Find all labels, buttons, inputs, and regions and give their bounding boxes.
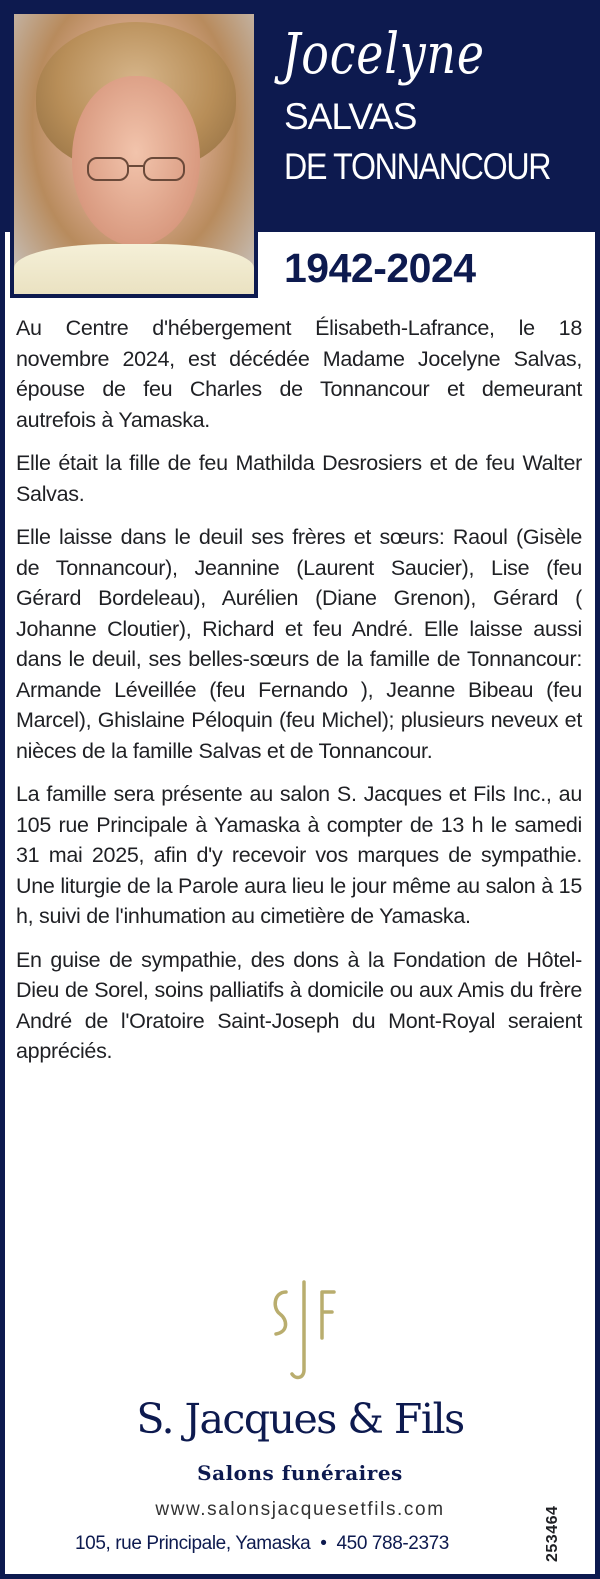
- paragraph-service: La famille sera présente au salon S. Jacques et Fils Inc., au 105 rue Principale à Yamaska à compter de 13 h le samedi 31 mai 2025, afin d'y recevoir vos marques de sympathie. Une liturgie de la Parole aura lieu le jour même au salon à 15 h, suivi de l'inhumation au cimetière de Yamaska.: [16, 782, 582, 928]
- portrait-photo: [10, 10, 258, 298]
- portrait-glasses: [84, 154, 188, 184]
- last-name: SALVAS: [284, 96, 417, 137]
- paragraph-death: Au Centre d'hébergement Élisabeth-Lafrance, le 18 novembre 2024, est décédée Madame Jocelyne Salvas, épouse de feu Charles de Tonnancour et demeurant autrefois à Yamaska.: [16, 316, 582, 432]
- separator-dot: •: [320, 1533, 327, 1554]
- ad-reference-number: 253464: [544, 1505, 561, 1562]
- paragraph-family: Elle laisse dans le deuil ses frères et sœurs: Raoul (Gisèle de Tonnancour), Jeannine (Laurent Saucier), Lise (feu Gérard Bordeleau), Aurélien (Diane Grenon), Gérard ( Johanne Cloutier), Richard et feu André. Elle laisse aussi dans le deuil, ses belles-sœurs de la famille de Tonnancour: Armande Léveillée (feu Fernando ), Jeanne Bibeau (feu Marcel), Ghislaine Péloquin (feu Michel); plusieurs neveux et nièces de la famille Salvas et de Tonnancour.: [16, 525, 582, 763]
- portrait-shirt: [14, 244, 254, 298]
- company-website[interactable]: www.salonsjacquesetfils.com: [155, 1499, 445, 1520]
- life-years: 1942-2024: [284, 245, 476, 291]
- paragraph-donations: En guise de sympathie, des dons à la Fondation de Hôtel-Dieu de Sorel, soins palliatifs à domicile ou aux Amis du frère André de l'Oratoire Saint-Joseph du Mont-Royal seraient appréciés.: [16, 947, 582, 1063]
- company-name: S. Jacques & Fils: [136, 1395, 464, 1443]
- sjf-monogram-logo: [268, 1278, 340, 1384]
- company-address: 105, rue Principale, Yamaska: [75, 1533, 311, 1554]
- company-contact: [75, 1533, 449, 1555]
- paragraph-parents: Elle était la fille de feu Mathilda Desrosiers et de feu Walter Salvas.: [16, 451, 582, 506]
- company-subtitle: Salons funéraires: [197, 1461, 403, 1485]
- obituary-text: [16, 313, 582, 1080]
- married-name: DE TONNANCOUR: [284, 146, 551, 187]
- first-name: Jocelyne: [282, 22, 485, 87]
- company-phone[interactable]: 450 788-2373: [336, 1533, 449, 1554]
